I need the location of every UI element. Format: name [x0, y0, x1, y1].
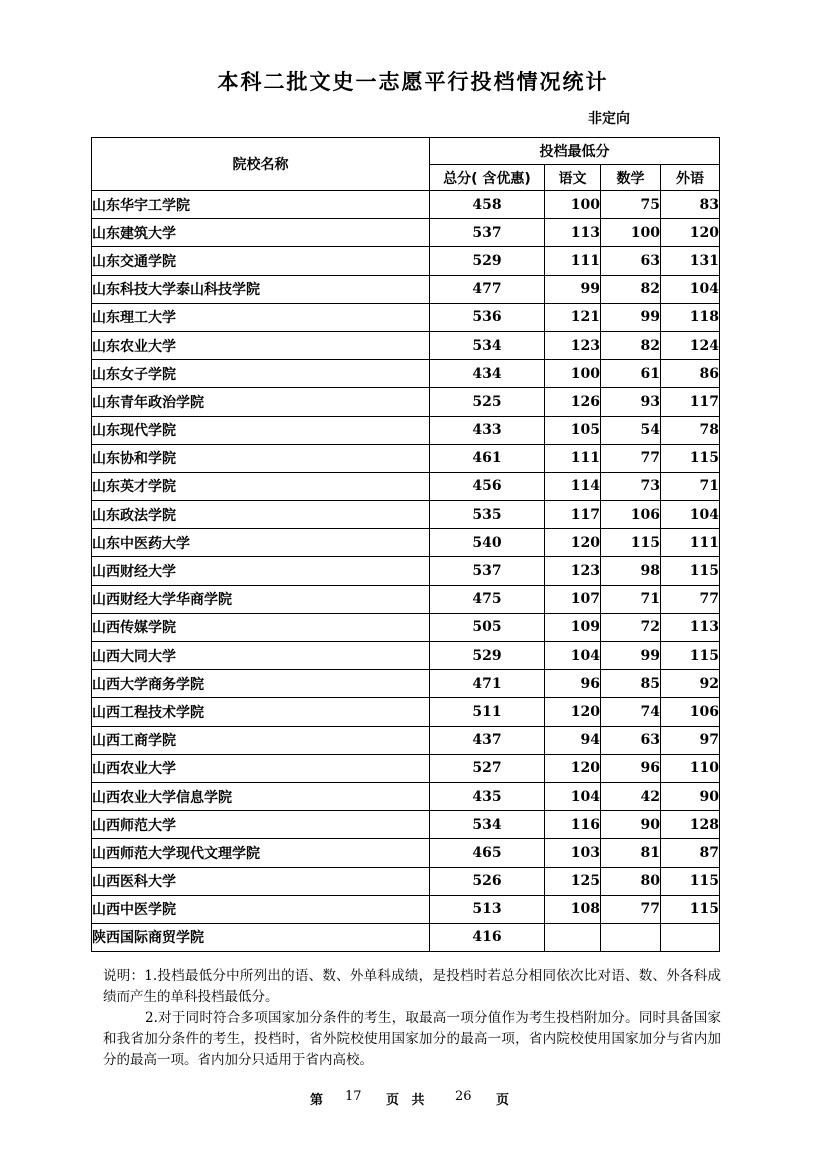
school-name-cell: 山东科技大学泰山科技学院	[92, 275, 430, 303]
chinese-score-cell: 107	[545, 585, 601, 613]
math-score-cell: 75	[601, 191, 661, 219]
school-name-cell: 陕西国际商贸学院	[92, 923, 430, 951]
foreign-score-cell: 83	[661, 191, 720, 219]
math-score-cell	[601, 923, 661, 951]
table-row	[92, 726, 720, 754]
table-row	[92, 670, 720, 698]
table-row	[92, 191, 720, 219]
foreign-score-cell: 77	[661, 585, 720, 613]
math-score-cell: 100	[601, 219, 661, 247]
math-score-cell: 93	[601, 388, 661, 416]
foreign-score-cell: 115	[661, 895, 720, 923]
foreign-score-cell: 115	[661, 557, 720, 585]
foreign-score-cell: 118	[661, 303, 720, 331]
total-score-cell: 465	[430, 839, 545, 867]
total-score-cell: 437	[430, 726, 545, 754]
school-name-cell: 山东农业大学	[92, 331, 430, 359]
foreign-score-cell: 124	[661, 331, 720, 359]
total-score-cell: 534	[430, 811, 545, 839]
min-score-header: 投档最低分	[430, 138, 720, 165]
foreign-score-cell: 71	[661, 472, 720, 500]
math-score-cell: 73	[601, 472, 661, 500]
chinese-score-cell: 103	[545, 839, 601, 867]
table-row	[92, 247, 720, 275]
foreign-score-cell: 92	[661, 670, 720, 698]
school-name-cell: 山东政法学院	[92, 501, 430, 529]
table-row	[92, 501, 720, 529]
table-row	[92, 303, 720, 331]
foreign-score-cell	[661, 923, 720, 951]
math-score-cell: 90	[601, 811, 661, 839]
total-score-cell: 458	[430, 191, 545, 219]
math-score-cell: 85	[601, 670, 661, 698]
table-row	[92, 811, 720, 839]
foreign-score-cell: 115	[661, 867, 720, 895]
chinese-score-cell: 120	[545, 698, 601, 726]
table-row	[92, 782, 720, 810]
total-score-cell: 435	[430, 782, 545, 810]
current-page-number: 17	[345, 1089, 362, 1104]
foreign-score-cell: 115	[661, 642, 720, 670]
note-1: 说明：1.投档最低分中所列出的语、数、外单科成绩，是投档时若总分相同依次比对语、数、外各科成绩而产生的单科投档最低分。	[103, 968, 721, 1005]
math-score-cell: 42	[601, 782, 661, 810]
chinese-score-cell: 108	[545, 895, 601, 923]
foreign-score-cell: 104	[661, 275, 720, 303]
math-score-cell: 81	[601, 839, 661, 867]
chinese-score-cell: 104	[545, 642, 601, 670]
school-name-cell: 山东女子学院	[92, 360, 430, 388]
total-score-cell: 537	[430, 557, 545, 585]
math-score-cell: 98	[601, 557, 661, 585]
total-score-cell: 527	[430, 754, 545, 782]
school-name-cell: 山东青年政治学院	[92, 388, 430, 416]
chinese-score-cell	[545, 923, 601, 951]
footer-di: 第	[310, 1093, 324, 1108]
foreign-score-cell: 87	[661, 839, 720, 867]
total-score-cell: 513	[430, 895, 545, 923]
chinese-score-cell: 126	[545, 388, 601, 416]
foreign-score-cell: 113	[661, 613, 720, 641]
school-name-cell: 山西工程技术学院	[92, 698, 430, 726]
foreign-score-cell: 131	[661, 247, 720, 275]
chinese-score-cell: 113	[545, 219, 601, 247]
school-name-cell: 山东理工大学	[92, 303, 430, 331]
school-name-cell: 山西工商学院	[92, 726, 430, 754]
foreign-score-cell: 104	[661, 501, 720, 529]
chinese-score-cell: 109	[545, 613, 601, 641]
table-row	[92, 642, 720, 670]
table-row	[92, 923, 720, 951]
chinese-score-cell: 111	[545, 444, 601, 472]
school-name-cell: 山西师范大学现代文理学院	[92, 839, 430, 867]
foreign-score-cell: 97	[661, 726, 720, 754]
total-score-cell: 505	[430, 613, 545, 641]
total-score-header: 总分( 含优惠)	[430, 165, 545, 191]
school-name-cell: 山西大学商务学院	[92, 670, 430, 698]
school-name-cell: 山西财经大学华商学院	[92, 585, 430, 613]
total-score-cell: 461	[430, 444, 545, 472]
chinese-score-cell: 120	[545, 529, 601, 557]
chinese-score-cell: 100	[545, 191, 601, 219]
math-score-cell: 63	[601, 247, 661, 275]
category-label: 非定向	[588, 111, 630, 127]
total-score-cell: 529	[430, 247, 545, 275]
chinese-score-cell: 121	[545, 303, 601, 331]
table-row	[92, 698, 720, 726]
table-row	[92, 557, 720, 585]
table-row	[92, 388, 720, 416]
foreign-score-cell: 120	[661, 219, 720, 247]
chinese-score-cell: 104	[545, 782, 601, 810]
foreign-score-cell: 115	[661, 444, 720, 472]
foreign-score-cell: 111	[661, 529, 720, 557]
table-row	[92, 472, 720, 500]
chinese-score-cell: 116	[545, 811, 601, 839]
math-score-cell: 72	[601, 613, 661, 641]
math-score-cell: 106	[601, 501, 661, 529]
foreign-language-header: 外语	[661, 165, 720, 191]
total-page-count: 26	[455, 1089, 472, 1104]
total-score-cell: 529	[430, 642, 545, 670]
chinese-score-cell: 96	[545, 670, 601, 698]
chinese-score-cell: 111	[545, 247, 601, 275]
chinese-score-cell: 125	[545, 867, 601, 895]
chinese-score-cell: 117	[545, 501, 601, 529]
school-name-cell: 山东华宇工学院	[92, 191, 430, 219]
total-score-cell: 471	[430, 670, 545, 698]
chinese-score-cell: 105	[545, 416, 601, 444]
table-row	[92, 444, 720, 472]
math-score-cell: 99	[601, 303, 661, 331]
table-body	[92, 191, 720, 952]
chinese-header: 语文	[545, 165, 601, 191]
table-row	[92, 331, 720, 359]
explanatory-notes	[103, 966, 721, 1071]
school-name-cell: 山西大同大学	[92, 642, 430, 670]
table-row	[92, 754, 720, 782]
chinese-score-cell: 99	[545, 275, 601, 303]
school-name-cell: 山东交通学院	[92, 247, 430, 275]
math-score-cell: 80	[601, 867, 661, 895]
school-name-cell: 山东英才学院	[92, 472, 430, 500]
total-score-cell: 456	[430, 472, 545, 500]
note-2: 2.对于同时符合多项国家加分条件的考生，取最高一项分值作为考生投档附加分。同时具备国家和我省加分条件的考生，投档时，省外院校使用国家加分的最高一项，省内院校使用国家加分与省内加分的最高一项。省内加分只适用于省内高校。	[103, 1010, 721, 1068]
foreign-score-cell: 110	[661, 754, 720, 782]
school-name-cell: 山西财经大学	[92, 557, 430, 585]
total-score-cell: 535	[430, 501, 545, 529]
foreign-score-cell: 106	[661, 698, 720, 726]
table-row	[92, 585, 720, 613]
chinese-score-cell: 123	[545, 557, 601, 585]
school-name-cell: 山东协和学院	[92, 444, 430, 472]
total-score-cell: 540	[430, 529, 545, 557]
total-score-cell: 511	[430, 698, 545, 726]
school-name-cell: 山东建筑大学	[92, 219, 430, 247]
math-score-cell: 74	[601, 698, 661, 726]
foreign-score-cell: 128	[661, 811, 720, 839]
page-title: 本科二批文史一志愿平行投档情况统计	[217, 70, 609, 94]
table-row	[92, 839, 720, 867]
table-row	[92, 613, 720, 641]
total-score-cell: 536	[430, 303, 545, 331]
math-score-cell: 77	[601, 444, 661, 472]
table-row	[92, 895, 720, 923]
chinese-score-cell: 94	[545, 726, 601, 754]
table-row	[92, 416, 720, 444]
total-score-cell: 433	[430, 416, 545, 444]
total-score-cell: 477	[430, 275, 545, 303]
total-score-cell: 525	[430, 388, 545, 416]
foreign-score-cell: 78	[661, 416, 720, 444]
math-score-cell: 54	[601, 416, 661, 444]
math-header: 数学	[601, 165, 661, 191]
school-name-cell: 山西师范大学	[92, 811, 430, 839]
footer-ye-gong: 页 共	[386, 1093, 429, 1108]
chinese-score-cell: 120	[545, 754, 601, 782]
math-score-cell: 82	[601, 275, 661, 303]
school-name-header: 院校名称	[92, 138, 430, 191]
foreign-score-cell: 86	[661, 360, 720, 388]
total-score-cell: 475	[430, 585, 545, 613]
table-row	[92, 360, 720, 388]
math-score-cell: 96	[601, 754, 661, 782]
total-score-cell: 416	[430, 923, 545, 951]
table-row	[92, 867, 720, 895]
school-name-cell: 山东现代学院	[92, 416, 430, 444]
chinese-score-cell: 114	[545, 472, 601, 500]
school-name-cell: 山西医科大学	[92, 867, 430, 895]
math-score-cell: 61	[601, 360, 661, 388]
admission-score-table	[91, 137, 720, 952]
total-score-cell: 534	[430, 331, 545, 359]
table-row	[92, 219, 720, 247]
chinese-score-cell: 100	[545, 360, 601, 388]
table-row	[92, 529, 720, 557]
school-name-cell: 山西农业大学信息学院	[92, 782, 430, 810]
foreign-score-cell: 90	[661, 782, 720, 810]
total-score-cell: 526	[430, 867, 545, 895]
total-score-cell: 434	[430, 360, 545, 388]
footer-ye: 页	[496, 1093, 510, 1108]
math-score-cell: 77	[601, 895, 661, 923]
chinese-score-cell: 123	[545, 331, 601, 359]
total-score-cell: 537	[430, 219, 545, 247]
math-score-cell: 71	[601, 585, 661, 613]
math-score-cell: 115	[601, 529, 661, 557]
math-score-cell: 99	[601, 642, 661, 670]
school-name-cell: 山西传媒学院	[92, 613, 430, 641]
foreign-score-cell: 117	[661, 388, 720, 416]
table-row	[92, 275, 720, 303]
school-name-cell: 山西中医学院	[92, 895, 430, 923]
school-name-cell: 山东中医药大学	[92, 529, 430, 557]
school-name-cell: 山西农业大学	[92, 754, 430, 782]
math-score-cell: 63	[601, 726, 661, 754]
math-score-cell: 82	[601, 331, 661, 359]
